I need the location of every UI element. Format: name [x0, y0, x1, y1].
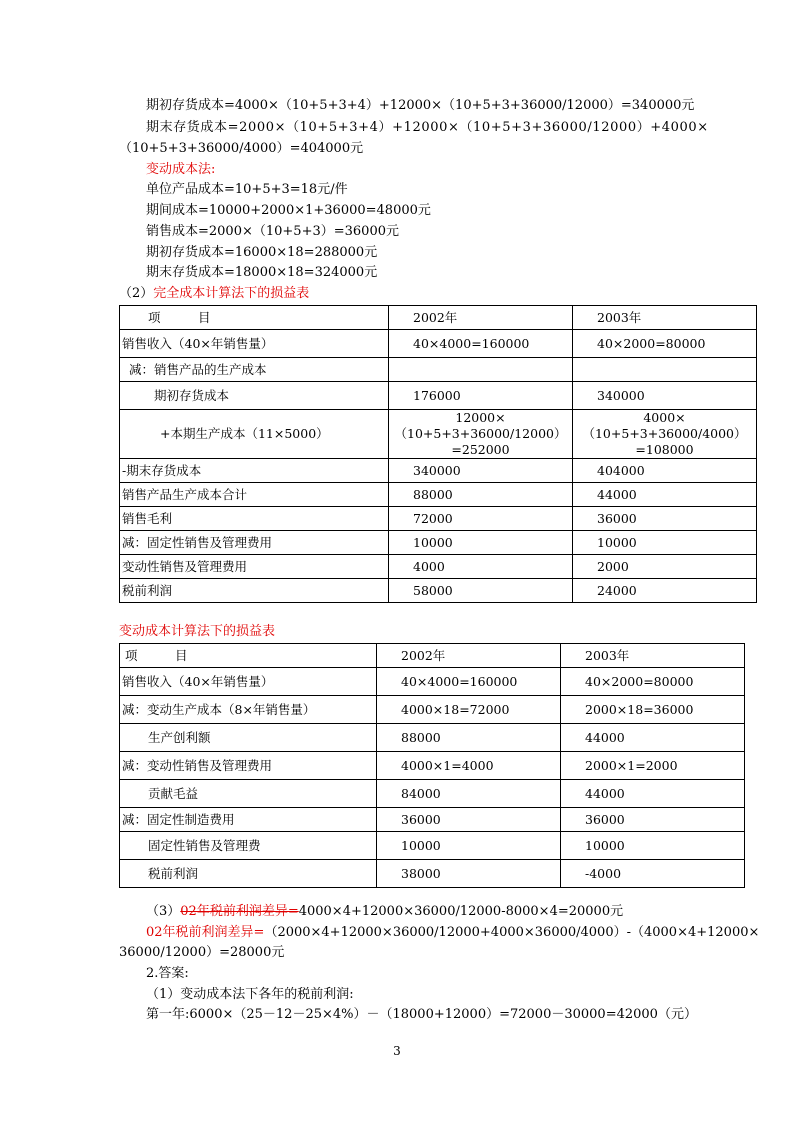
row-label: 减：固定性制造费用: [120, 808, 377, 832]
cell-2002: 4000×1=4000: [377, 752, 561, 780]
row-label: 销售收入（40×年销售量）: [120, 330, 389, 358]
cell-2003: -4000: [561, 860, 745, 888]
cell-2002: 176000: [389, 382, 573, 410]
table-row: [120, 808, 745, 832]
row-label: 减：固定性销售及管理费用: [120, 531, 389, 555]
cell-2003: 2000: [573, 555, 757, 579]
intro-line-5: 期间成本=10000+2000×1+36000=48000元: [146, 203, 431, 218]
table2-title: 变动成本计算法下的损益表: [119, 624, 276, 639]
cell-2002: 40×4000=160000: [389, 330, 573, 358]
cell-2002: 4000: [389, 555, 573, 579]
row-label: 生产创利额: [120, 724, 377, 752]
cell-2002: 38000: [377, 860, 561, 888]
cell-2002: 36000: [377, 808, 561, 832]
cell-2002: 72000: [389, 507, 573, 531]
row-label: 固定性销售及管理费: [120, 832, 377, 860]
row-label: +本期生产成本（11×5000）: [120, 410, 389, 459]
row-label: 减：变动生产成本（8×年销售量）: [120, 696, 377, 724]
note-3-label: 02年税前利润差异=: [180, 904, 299, 919]
cell-2002: 10000: [389, 531, 573, 555]
cell-2003: 340000: [573, 382, 757, 410]
intro-line-6: 销售成本=2000×（10+5+3）=36000元: [146, 224, 399, 239]
cell-2002: 88000: [377, 724, 561, 752]
row-label: 销售毛利: [120, 507, 389, 531]
cell-2002: [389, 358, 573, 382]
table-row: [120, 724, 745, 752]
page-number: 3: [393, 1044, 401, 1058]
intro-line-4: 单位产品成本=10+5+3=18元/件: [146, 182, 348, 197]
row-label: 贡献毛益: [120, 780, 377, 808]
header-item: 项 目: [120, 644, 377, 668]
table1-title: 完全成本计算法下的损益表: [153, 286, 310, 301]
table-row: [120, 860, 745, 888]
table-row: [120, 358, 757, 382]
note-03-formula: （2000×4+12000×36000/12000+4000×36000/4000）-（4000×4+12000×: [264, 925, 760, 940]
note-03-line-1: [146, 924, 759, 942]
table-row: [120, 410, 757, 459]
cell-2002: 58000: [389, 579, 573, 603]
answer-1: （1）变动成本法下各年的税前利润:: [146, 987, 354, 1002]
header-2003: 2003年: [573, 306, 757, 330]
table1-heading: [119, 285, 309, 303]
row-label: 减：销售产品的生产成本: [120, 358, 389, 382]
row-label: 变动性销售及管理费用: [120, 555, 389, 579]
cell-2003: 44000: [561, 724, 745, 752]
cell-2002: 340000: [389, 459, 573, 483]
note-3-formula: 4000×4+12000×36000/12000-8000×4=20000元: [298, 904, 624, 919]
table-header-row: [120, 644, 745, 668]
variable-cost-heading: 变动成本法:: [146, 162, 216, 177]
cell-2003: 44000: [561, 780, 745, 808]
table-row: [120, 507, 757, 531]
cell-2002: 88000: [389, 483, 573, 507]
note-3-prefix: （3）: [146, 904, 181, 919]
table-row: [120, 382, 757, 410]
table1-prefix: （2）: [119, 286, 154, 301]
table-row: [120, 832, 745, 860]
cell-2003: 40×2000=80000: [561, 668, 745, 696]
cell-2003: 40×2000=80000: [573, 330, 757, 358]
header-2002: 2002年: [377, 644, 561, 668]
intro-line-1: 期初存货成本=4000×（10+5+3+4）+12000×（10+5+3+36000/12000）=340000元: [146, 98, 695, 113]
cell-2003: 2000×18=36000: [561, 696, 745, 724]
table-row: [120, 579, 757, 603]
intro-line-2: 期末存货成本=2000×（10+5+3+4）+12000×（10+5+3+36000/12000）+4000×: [146, 120, 709, 135]
table-row: [120, 752, 745, 780]
row-label: -期末存货成本: [120, 459, 389, 483]
answer-heading: 2.答案:: [146, 966, 189, 981]
note-03-line-2: 36000/12000）=28000元: [119, 945, 285, 960]
cell-2002: 12000×（10+5+3+36000/12000）=252000: [389, 410, 573, 459]
row-label: 销售收入（40×年销售量）: [120, 668, 377, 696]
table-row: [120, 696, 745, 724]
cell-2003: [573, 358, 757, 382]
table-row: [120, 459, 757, 483]
table-row: [120, 330, 757, 358]
header-2002: 2002年: [389, 306, 573, 330]
answer-2: 第一年:6000×（25－12－25×4%）－（18000+12000）=72000－30000=42000（元）: [146, 1007, 697, 1022]
table-row: [120, 668, 745, 696]
header-item: 项 目: [120, 306, 389, 330]
note-3: [146, 903, 623, 921]
full-cost-income-table: [119, 305, 757, 603]
note-03-label: 02年税前利润差异=: [146, 925, 265, 940]
row-label: 税前利润: [120, 860, 377, 888]
cell-2003: 2000×1=2000: [561, 752, 745, 780]
cell-2003: 44000: [573, 483, 757, 507]
cell-2002: 40×4000=160000: [377, 668, 561, 696]
cell-2003: 10000: [561, 832, 745, 860]
row-label: 税前利润: [120, 579, 389, 603]
cell-2003: 404000: [573, 459, 757, 483]
table-header-row: [120, 306, 757, 330]
table-row: [120, 483, 757, 507]
cell-2003: 24000: [573, 579, 757, 603]
cell-2003: 4000×（10+5+3+36000/4000）=108000: [573, 410, 757, 459]
table-row: [120, 555, 757, 579]
cell-2003: 10000: [573, 531, 757, 555]
table-row: [120, 531, 757, 555]
intro-line-8: 期末存货成本=18000×18=324000元: [146, 265, 378, 280]
intro-line-7: 期初存货成本=16000×18=288000元: [146, 245, 378, 260]
cell-2002: 10000: [377, 832, 561, 860]
table-row: [120, 780, 745, 808]
header-2003: 2003年: [561, 644, 745, 668]
intro-line-3: （10+5+3+36000/4000）=404000元: [119, 141, 364, 156]
variable-cost-income-table: [119, 643, 745, 888]
cell-2002: 84000: [377, 780, 561, 808]
row-label: 期初存货成本: [120, 382, 389, 410]
cell-2003: 36000: [561, 808, 745, 832]
row-label: 减：变动性销售及管理费用: [120, 752, 377, 780]
row-label: 销售产品生产成本合计: [120, 483, 389, 507]
cell-2003: 36000: [573, 507, 757, 531]
cell-2002: 4000×18=72000: [377, 696, 561, 724]
